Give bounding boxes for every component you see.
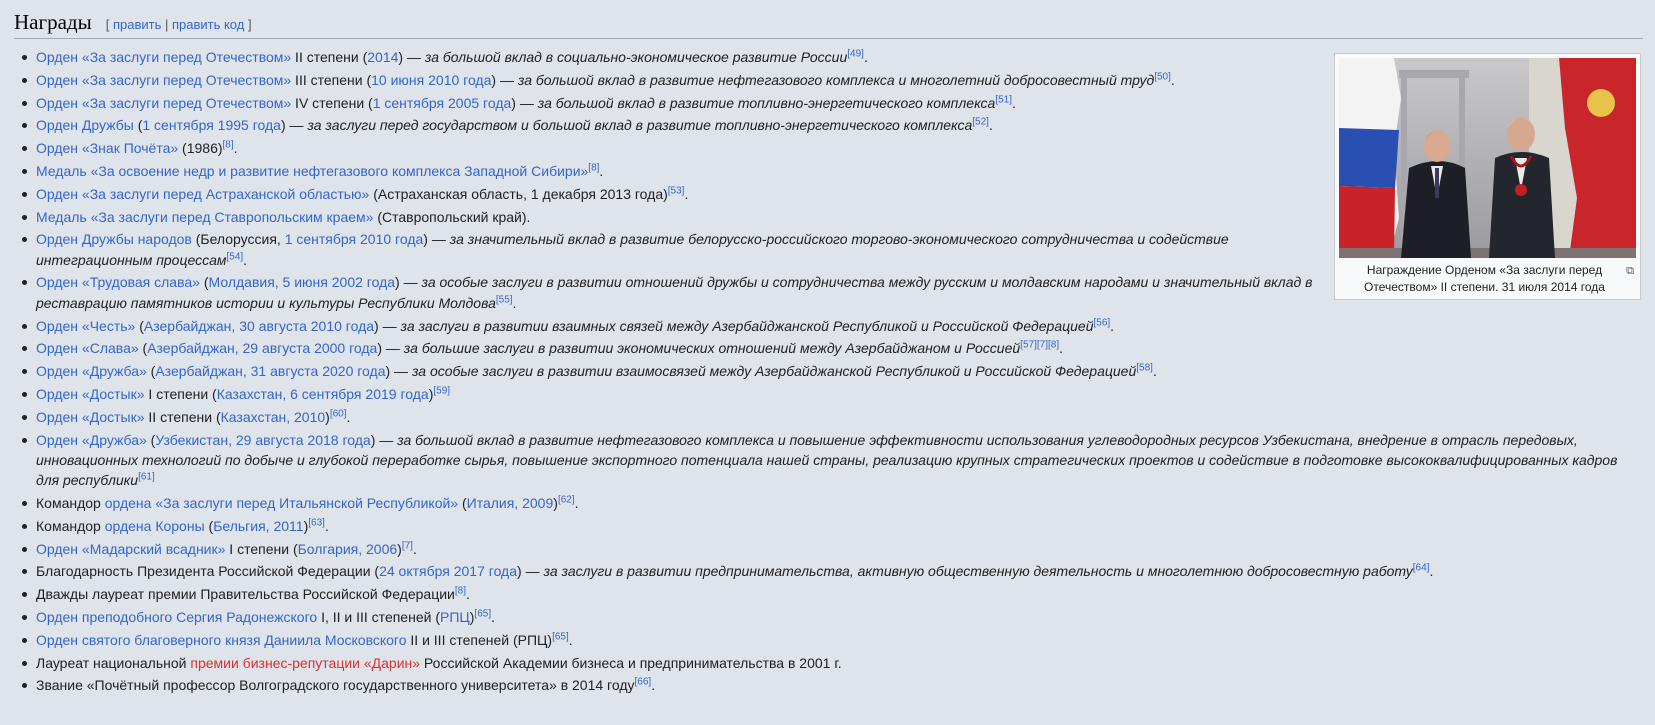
award-text: . xyxy=(568,631,573,648)
section-heading xyxy=(14,10,1643,39)
award-text: ) xyxy=(469,608,475,625)
reference-link[interactable]: [65] xyxy=(552,631,569,643)
award-text: . xyxy=(651,677,656,694)
reference-link[interactable]: [65] xyxy=(474,608,492,620)
award-reason: за большой вклад в развитие нефтегазового комплекса и многолетний добросовестный труд xyxy=(517,71,1155,88)
award-text: Командор xyxy=(36,517,105,534)
award-text: . xyxy=(1170,71,1175,88)
award-text: . xyxy=(988,117,993,134)
award-text: . xyxy=(466,586,470,603)
reference-link[interactable]: [59] xyxy=(433,385,451,397)
award-text: . xyxy=(599,162,604,179)
red-link[interactable]: премии бизнес-репутации «Дарин» xyxy=(190,654,421,671)
award-list-item xyxy=(36,272,1318,313)
wiki-link[interactable]: Италия, 2009 xyxy=(466,494,554,511)
award-reason: за заслуги перед государством и большой вклад в развитие топливно-энергетического комплекса xyxy=(307,117,973,134)
award-text: . xyxy=(1012,94,1016,111)
award-text: . xyxy=(1429,563,1434,580)
wiki-link[interactable]: Орден «Слава» xyxy=(36,340,139,357)
award-text: ( xyxy=(199,274,209,291)
wiki-link[interactable]: ордена Короны xyxy=(104,517,205,534)
award-list-item xyxy=(36,316,1643,336)
figure-caption xyxy=(1339,258,1636,296)
award-reason: за большой вклад в развитие топливно-энергетического комплекса xyxy=(537,94,996,111)
edit-source-link[interactable]: править код xyxy=(171,17,245,32)
wiki-link[interactable]: Медаль «За освоение недр и развитие нефтегазового комплекса Западной Сибири» xyxy=(36,162,589,179)
reference-link[interactable]: [53] xyxy=(667,185,685,197)
award-text: III степени ( xyxy=(291,71,372,88)
award-text: Командор xyxy=(36,494,105,511)
award-list-item xyxy=(36,384,1643,404)
reference-mark xyxy=(1037,340,1048,351)
wiki-link[interactable]: Молдавия, 5 июня 2002 года xyxy=(208,274,396,291)
wiki-link[interactable]: Медаль «За заслуги перед Ставропольским краем» xyxy=(36,208,374,225)
reference-link[interactable]: [64] xyxy=(1412,562,1430,574)
section-title: Награды xyxy=(14,10,92,34)
wiki-link[interactable]: 1 сентября 2005 года xyxy=(372,94,512,111)
award-text: ) — xyxy=(511,94,538,111)
award-text: . xyxy=(243,251,248,268)
award-reason: за особые заслуги в развитии отношений дружбы и сотрудничества между русским и молдавским народами и значительный вклад в реставрацию памятников истории и культуры Республики Молдова xyxy=(36,274,1313,311)
edit-link[interactable]: править xyxy=(112,17,162,32)
wiki-link[interactable]: Азербайджан, 29 августа 2000 года xyxy=(147,340,378,357)
wiki-link[interactable]: Орден «Дружба» xyxy=(36,363,147,380)
wiki-link[interactable]: Орден «Трудовая слава» xyxy=(36,274,200,291)
award-text: Лауреат национальной xyxy=(36,654,191,671)
figure-caption-text: Награждение Орденом «За заслуги перед Отечеством» II степени. 31 июля 2014 года xyxy=(1364,263,1605,294)
reference-mark xyxy=(668,185,685,196)
award-reason: за заслуги в развитии взаимных связей между Азербайджанской Республикой и Российской Федерацией xyxy=(400,317,1094,334)
reference-link[interactable]: [62] xyxy=(557,494,575,506)
award-text: ) xyxy=(553,494,558,511)
award-text: ( xyxy=(146,431,156,448)
reference-link[interactable]: [56] xyxy=(1093,316,1111,328)
reference-mark xyxy=(1413,563,1430,574)
reference-link[interactable]: [8] xyxy=(454,585,466,597)
award-text: II степени ( xyxy=(291,49,368,65)
reference-mark xyxy=(972,117,989,128)
reference-link[interactable]: [8] xyxy=(588,162,600,174)
wiki-link[interactable]: Казахстан, 2010 xyxy=(220,408,326,425)
reference-mark xyxy=(1048,340,1059,351)
award-text: . xyxy=(1152,363,1157,380)
wiki-link[interactable]: 10 июня 2010 года xyxy=(371,71,492,88)
reference-mark xyxy=(402,540,413,551)
reference-mark xyxy=(1020,340,1037,351)
award-text: Дважды лауреат премии Правительства Российской Федерации xyxy=(36,586,455,603)
reference-mark xyxy=(847,48,864,59)
reference-link[interactable]: [52] xyxy=(972,116,989,128)
award-list-item xyxy=(36,516,1643,536)
edit-bracket-close: ] xyxy=(244,17,252,32)
award-text: I степени ( xyxy=(225,540,298,557)
award-text: (Ставропольский край). xyxy=(373,208,531,225)
wiki-link[interactable]: Орден «За заслуги перед Астраханской областью» xyxy=(36,185,370,202)
award-text: Звание «Почётный профессор Волгоградского государственного университета» в 2014 году xyxy=(36,677,635,694)
reference-link[interactable]: [8] xyxy=(222,139,234,151)
reference-mark xyxy=(308,517,325,528)
wiki-link[interactable]: Узбекистан, 29 августа 2018 года xyxy=(155,431,371,448)
award-text: . xyxy=(491,608,495,625)
reference-mark xyxy=(138,471,155,482)
edit-separator: | xyxy=(161,17,172,32)
award-text: (Белоруссия, xyxy=(191,231,285,248)
reference-mark xyxy=(995,94,1012,105)
wiki-link[interactable]: Орден святого благоверного князя Даниила Московского xyxy=(36,631,407,648)
wiki-link[interactable]: 1 сентября 2010 года xyxy=(284,231,424,248)
award-list-item xyxy=(36,493,1643,513)
wiki-link[interactable]: Азербайджан, 30 августа 2010 года xyxy=(143,317,375,334)
award-text: IV степени ( xyxy=(291,94,373,111)
reference-link[interactable]: [51] xyxy=(995,93,1012,105)
award-text: . xyxy=(574,494,579,511)
reference-mark xyxy=(223,140,234,151)
reference-link[interactable]: [55] xyxy=(495,294,513,306)
reference-link[interactable]: [49] xyxy=(847,48,864,60)
award-text: ( xyxy=(458,494,467,511)
wiki-link[interactable]: Орден «За заслуги перед Отечеством» xyxy=(36,71,292,88)
award-text: ( xyxy=(133,117,143,134)
award-text: (1986) xyxy=(178,140,223,157)
award-text: II и III степеней (РПЦ) xyxy=(406,631,553,648)
award-list-item xyxy=(36,338,1643,358)
award-text: ) — xyxy=(517,563,544,580)
wiki-link[interactable]: Азербайджан, 31 августа 2020 года xyxy=(155,363,386,380)
reference-mark xyxy=(226,251,243,262)
photo-illustration xyxy=(1339,58,1636,258)
award-list-item xyxy=(36,584,1643,604)
award-list-item xyxy=(36,607,1643,627)
award-list-item xyxy=(36,229,1318,270)
award-text: Российской Академии бизнеса и предпринимательства в 2001 г. xyxy=(420,654,842,671)
wiki-link[interactable]: Орден «Честь» xyxy=(36,317,136,334)
award-text: ( xyxy=(204,517,214,534)
edit-section-links xyxy=(106,17,252,32)
wiki-link[interactable]: Орден Дружбы народов xyxy=(36,231,192,248)
reference-link[interactable]: [63] xyxy=(308,517,325,529)
reference-mark xyxy=(455,585,466,596)
wiki-link[interactable]: Казахстан, 6 сентября 2019 года xyxy=(216,385,429,402)
award-list-item xyxy=(36,675,1643,695)
reference-link[interactable]: [58] xyxy=(1136,362,1153,374)
wiki-link[interactable]: Орден «Дружба» xyxy=(36,431,147,448)
award-list-item xyxy=(36,653,1643,673)
wiki-link[interactable]: ордена «За заслуги перед Итальянской Республикой» xyxy=(104,494,459,511)
award-text: Благодарность Президента Российской Федерации ( xyxy=(36,563,380,580)
reference-mark xyxy=(635,677,652,688)
award-text: ) — xyxy=(377,340,404,357)
award-text: ) xyxy=(428,385,434,402)
reference-link[interactable]: [61] xyxy=(138,471,155,483)
reference-mark xyxy=(1136,363,1153,374)
award-text: ) — xyxy=(374,317,401,334)
award-text: . xyxy=(684,185,689,202)
edit-bracket-open: [ xyxy=(105,17,113,32)
reference-mark xyxy=(588,162,599,173)
reference-link[interactable]: [60] xyxy=(329,408,347,420)
award-list-item xyxy=(36,430,1643,491)
award-list-item xyxy=(36,361,1643,381)
reference-mark xyxy=(474,608,491,619)
wiki-link[interactable]: Орден «За заслуги перед Отечеством» xyxy=(36,94,292,111)
award-ceremony-photo[interactable] xyxy=(1339,58,1636,258)
reference-link[interactable]: [7] xyxy=(1036,339,1048,351)
reference-mark xyxy=(552,631,569,642)
wiki-link[interactable]: Болгария, 2006 xyxy=(297,540,398,557)
wiki-link[interactable]: РПЦ xyxy=(439,608,470,625)
award-list-item xyxy=(36,539,1643,559)
award-reason: за значительный вклад в развитие белорусско-российского торгово-экономического сотрудничества и содействие интеграционным процессам xyxy=(36,231,1229,268)
wiki-link[interactable]: Орден «Достык» xyxy=(36,385,145,402)
award-text: . xyxy=(1059,340,1063,357)
award-text: . xyxy=(512,294,517,311)
award-text: ) — xyxy=(280,117,308,134)
award-text: ( xyxy=(146,363,156,380)
award-text: . xyxy=(412,540,417,557)
award-text: . xyxy=(863,49,868,65)
award-text: ) xyxy=(325,408,330,425)
wiki-link[interactable]: 24 октября 2017 года xyxy=(379,563,518,580)
award-list-item xyxy=(36,407,1643,427)
award-text: ) xyxy=(397,540,402,557)
reference-mark xyxy=(330,408,347,419)
award-text: ) — xyxy=(370,431,398,448)
reference-link[interactable]: [7] xyxy=(401,539,413,551)
award-text: ) — xyxy=(398,49,425,65)
wiki-link[interactable]: 1 сентября 1995 года xyxy=(142,117,281,134)
award-reason: за большой вклад в развитие нефтегазового комплекса и повышение эффективности использования углеводородных ресурсов Узбекистана, внедрение в отрасль передовых, инновационных технологий по добыче и глубокой переработке сырья, повышение экспортного потенциала нашей страны, реализацию крупных стратегических проектов и содействие в подготовке высококвалифицированных кадров для республики xyxy=(36,431,1618,489)
award-text: I степени ( xyxy=(144,385,217,402)
wiki-link[interactable]: Орден преподобного Сергия Радонежского xyxy=(36,608,318,625)
wiki-link[interactable]: 2014 xyxy=(367,49,399,65)
award-text: ( xyxy=(138,340,148,357)
award-text: (Астраханская область, 1 декабря 2013 года) xyxy=(369,185,668,202)
reference-link[interactable]: [50] xyxy=(1154,71,1171,83)
reference-mark xyxy=(1154,71,1171,82)
wiki-link[interactable]: Орден «Достык» xyxy=(36,408,145,425)
figure-thumbnail xyxy=(1334,53,1641,300)
reference-link[interactable]: [57] xyxy=(1020,339,1037,351)
award-text: . xyxy=(233,140,238,157)
award-text: ) — xyxy=(491,71,518,88)
reference-mark xyxy=(433,385,450,396)
reference-mark xyxy=(558,494,575,505)
wiki-link[interactable]: Орден Дружбы xyxy=(36,117,134,134)
award-text: I, II и III степеней ( xyxy=(317,608,440,625)
award-text: II степени ( xyxy=(144,408,221,425)
wiki-link[interactable]: Орден «Знак Почёта» xyxy=(36,140,179,157)
reference-link[interactable]: [54] xyxy=(226,251,244,263)
award-text: ) — xyxy=(423,231,450,248)
wiki-link[interactable]: Бельгия, 2011 xyxy=(213,517,304,534)
award-text: . xyxy=(324,517,329,534)
wiki-link[interactable]: Орден «За заслуги перед Отечеством» xyxy=(36,49,292,65)
award-reason: за большой вклад в социально-экономическое развитие России xyxy=(424,49,848,65)
reference-link[interactable]: [66] xyxy=(634,676,652,688)
reference-mark xyxy=(1093,317,1110,328)
reference-link[interactable]: [8] xyxy=(1047,339,1060,351)
reference-mark xyxy=(496,294,513,305)
award-reason: за большие заслуги в развитии экономических отношений между Азербайджаном и Россией xyxy=(403,340,1021,357)
award-text: . xyxy=(346,408,351,425)
award-text: ) xyxy=(303,517,309,534)
award-list-item xyxy=(36,561,1643,581)
award-text: ) — xyxy=(395,274,422,291)
award-text: ( xyxy=(135,317,144,334)
magnify-icon[interactable]: ⧉ xyxy=(1626,265,1634,277)
wiki-link[interactable]: Орден «Мадарский всадник» xyxy=(36,540,226,557)
award-reason: за особые заслуги в развитии взаимосвязей между Азербайджанской Республикой и Российской Федерацией xyxy=(411,363,1137,380)
award-text: . xyxy=(1110,317,1115,334)
award-list-item xyxy=(36,630,1643,650)
award-text: ) — xyxy=(385,363,412,380)
award-reason: за заслуги в развитии предпринимательства, активную общественную деятельность и многолетнюю добросовестную работу xyxy=(543,563,1413,580)
